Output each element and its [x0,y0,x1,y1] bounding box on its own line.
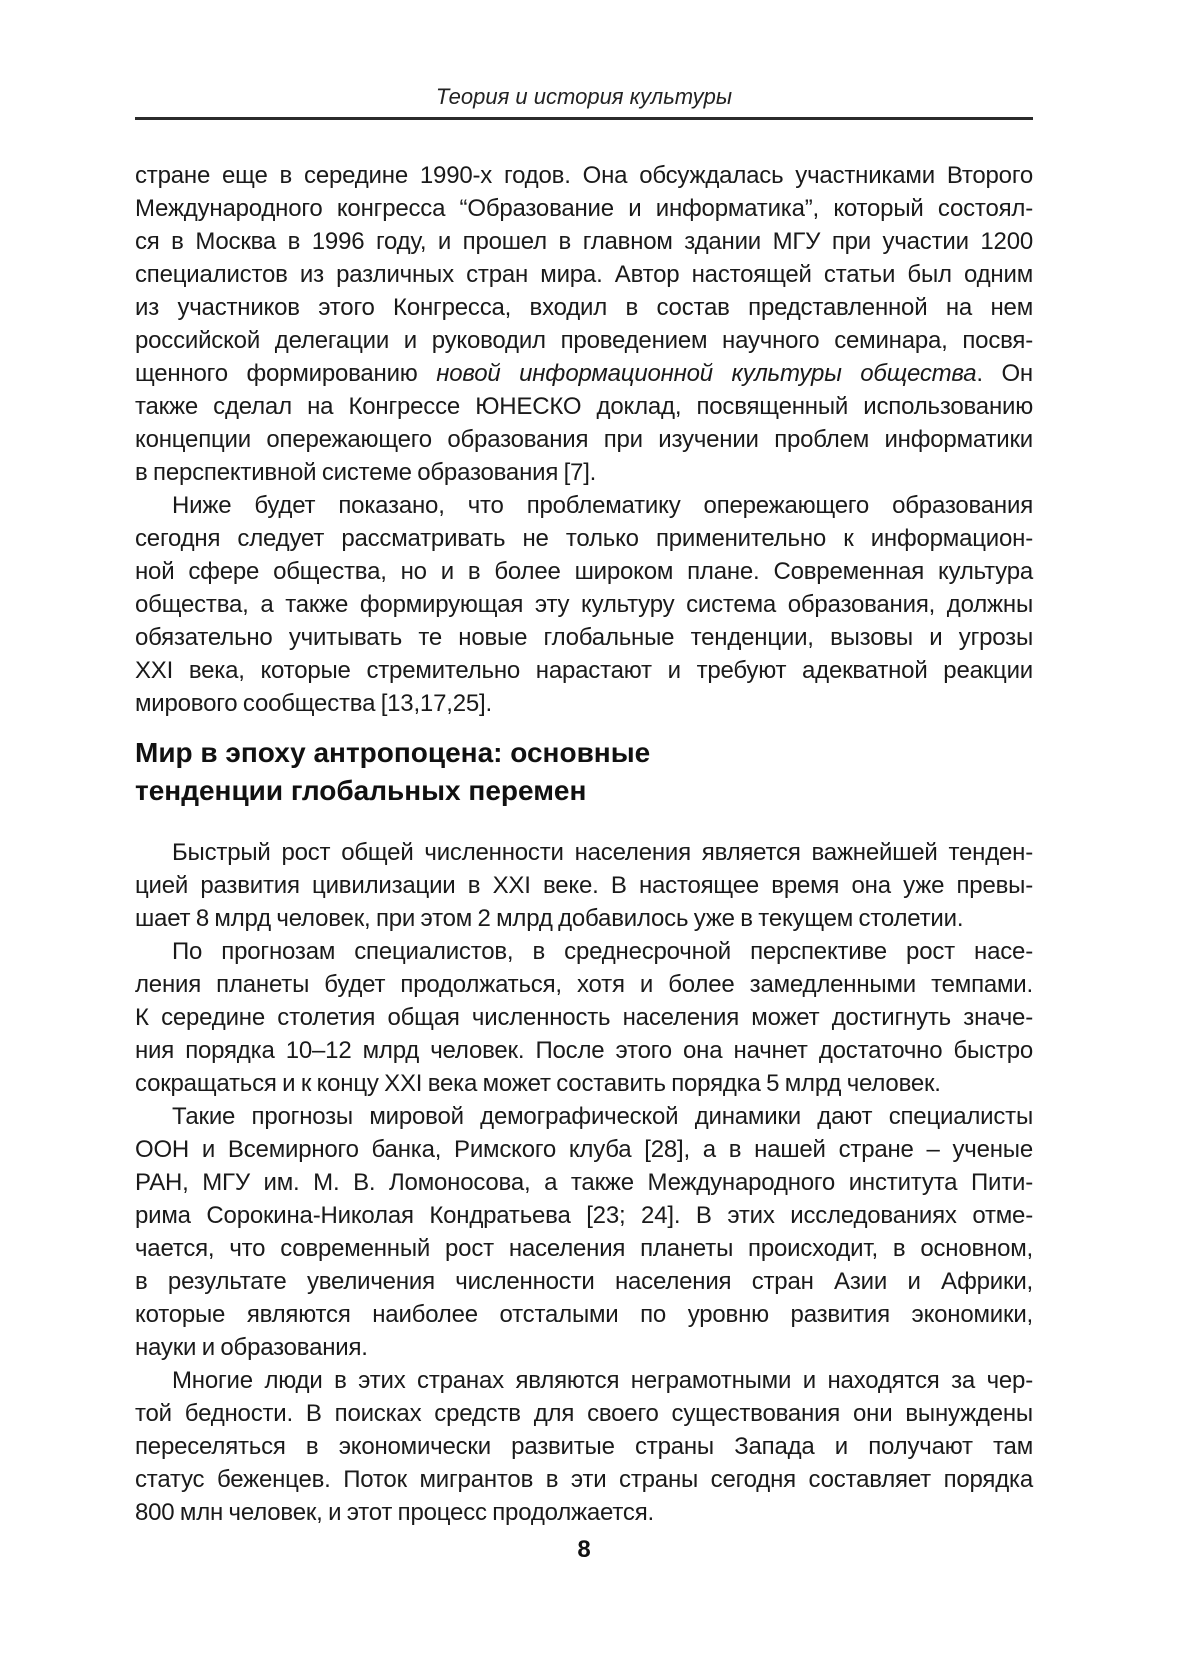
paragraph [135,489,1033,720]
text-line: РАН, МГУ им. М. В. Ломоносова, а также Международного института Пити- [135,1169,1033,1196]
header-rule-divider [135,117,1033,120]
paragraph [135,1364,1033,1529]
text-line: сокращаться и к концу XXI века может составить порядка 5 млрд человек. [135,1070,941,1097]
text-line: в перспективной системе образования [7]. [135,459,597,486]
article-body [135,159,1033,1529]
text-line: 800 млн человек, и этот процесс продолжается. [135,1499,654,1526]
paragraph [135,159,1033,489]
text-line: XXI века, которые стремительно нарастают и требуют адекватной реакции [135,657,1033,684]
text-line: цией развития цивилизации в XXI веке. В настоящее время она уже превы- [135,872,1033,899]
content-column [135,0,1033,1529]
text-line: ООН и Всемирного банка, Римского клуба [28], а в нашей стране – ученые [135,1136,1033,1163]
heading-line: Мир в эпоху антропоцена: основные [135,737,651,768]
text-line: ления планеты будет продолжаться, хотя и более замедленными темпами. [135,971,1033,998]
heading-line: тенденции глобальных перемен [135,775,587,806]
text-line: Быстрый рост общей численности населения является важнейшей тенден- [172,839,1033,866]
section-heading [135,734,1033,810]
text-line: переселяться в экономически развитые страны Запада и получают там [135,1433,1033,1460]
paragraph [135,935,1033,1100]
text-line: стране еще в середине 1990-х годов. Она обсуждалась участниками Второго [135,162,1033,189]
text-segment: . Он [976,360,1033,387]
text-line: ной сфере общества, но и в более широком плане. Современная культура [135,558,1033,585]
running-header: Теория и история культуры [435,84,733,109]
italic-phrase: новой информационной культуры общества [436,360,977,387]
text-line: Международного конгресса “Образование и информатика”, который состоял- [135,195,1033,222]
text-line: ния порядка 10–12 млрд человек. После этого она начнет достаточно быстро [135,1037,1033,1064]
text-line: общества, а также формирующая эту культуру система образования, должны [135,591,1033,618]
text-line: специалистов из различных стран мира. Автор настоящей статьи был одним [135,261,1033,288]
text-line: которые являются наиболее отсталыми по уровню развития экономики, [135,1301,1033,1328]
text-line: той бедности. В поисках средств для своего существования они вынуждены [135,1400,1033,1427]
text-line: концепции опережающего образования при изучении проблем информатики [135,426,1033,453]
text-line: из участников этого Конгресса, входил в состав представленной на нем [135,294,1033,321]
text-line: в результате увеличения численности населения стран Азии и Африки, [135,1268,1033,1295]
text-line: Ниже будет показано, что проблематику опережающего образования [172,492,1033,519]
text-line: шает 8 млрд человек, при этом 2 млрд добавилось уже в текущем столетии. [135,905,964,932]
text-line: По прогнозам специалистов, в среднесрочной перспективе рост насе- [172,938,1033,965]
text-line: российской делегации и руководил проведением научного семинара, посвя- [135,327,1033,354]
text-line: науки и образования. [135,1334,368,1361]
paragraph [135,1100,1033,1364]
text-line: чается, что современный рост населения планеты происходит, в основном, [135,1235,1033,1262]
paragraph [135,836,1033,935]
text-segment: щенного формированию [135,360,437,387]
text-line [135,357,1033,390]
text-line: К середине столетия общая численность населения может достигнуть значе- [135,1004,1033,1031]
text-line: рима Сорокина-Николая Кондратьева [23; 24]. В этих исследованиях отме- [135,1202,1033,1229]
text-line: мирового сообщества [13,17,25]. [135,690,492,717]
text-line: сегодня следует рассматривать не только применительно к информацион- [135,525,1033,552]
text-line: Такие прогнозы мировой демографической динамики дают специалисты [172,1103,1033,1130]
text-line: статус беженцев. Поток мигрантов в эти страны сегодня составляет порядка [135,1466,1033,1493]
page-number: 8 [577,1536,591,1563]
text-line: также сделал на Конгрессе ЮНЕСКО доклад, посвященный использованию [135,393,1033,420]
text-line: ся в Москва в 1996 году, и прошел в главном здании МГУ при участии 1200 [135,228,1033,255]
text-line: обязательно учитывать те новые глобальные тенденции, вызовы и угрозы [135,624,1033,651]
text-line: Многие люди в этих странах являются неграмотными и находятся за чер- [172,1367,1033,1394]
